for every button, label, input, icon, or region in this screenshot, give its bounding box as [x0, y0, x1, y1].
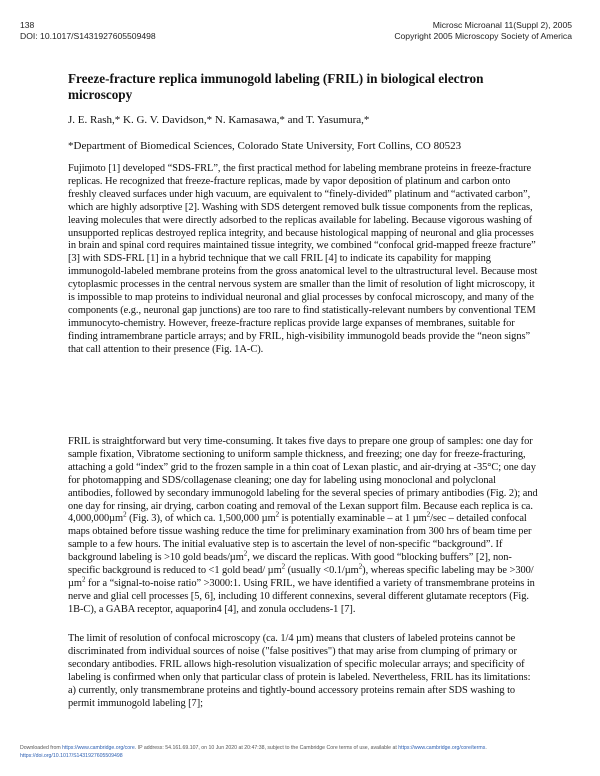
paragraph-2-text: FRIL is straightforward but very time-consuming. It takes five days to prepare one group of samples: one day for sample fixation, Vibratome sectioning to uniform sample thickness, and freezing; one day for freeze-fracturing, attaching a gold “index” grid to the frozen sample in a thin coat of Lexan plastic, and air-drying at -35°C; one day for photomapping and SDS/collagenase cleaning; one day for labeling using monoclonal and polyclonal antibodies, followed by secondary immunogold labeling for the several species of primary antibodies (Fig. 2); and one day for rinsing, air drying, carbon coating and removal of the Lexan support film. Because each replica is ca. 4,000,000µm — [68, 436, 538, 525]
paragraph-2-text: (Fig. 3), of which ca. 1,500,000 µm — [126, 513, 276, 525]
superscript: 2 — [81, 575, 86, 584]
download-footer — [20, 744, 592, 760]
footer-text: Downloaded from — [20, 745, 63, 751]
running-header-right — [394, 20, 572, 42]
cambridge-core-link[interactable]: https://www.cambridge.org/core — [62, 745, 135, 751]
paragraph-2-text: (usually <0.1/µm — [285, 565, 359, 577]
footer-text: . — [485, 745, 487, 751]
superscript: 2 — [275, 510, 280, 519]
doi: DOI: 10.1017/S1431927605509498 — [20, 31, 156, 41]
running-header-left — [20, 20, 156, 42]
article-title: Freeze-fracture replica immunogold labeling (FRIL) in biological electron microscopy — [68, 71, 484, 102]
terms-link[interactable]: https://www.cambridge.org/core/terms — [398, 745, 486, 751]
superscript: 2 — [123, 510, 127, 519]
journal-citation: Microsc Microanal 11(Suppl 2), 2005 — [432, 20, 572, 30]
paragraph-1: Fujimoto [1] developed “SDS-FRL”, the first practical method for labeling membrane proteins in freeze-fracture replicas. He recognized that freeze-fracture replicas, made by vapor deposition of platinum and carbon onto freshly cleaved surfaces under high vacuum, are equivalent to “finely-divided” platinum and “activated carbon”, which are highly adsorptive [2]. Washing with SDS detergent removed bulk tissue components from the replicas, leaving molecules that were directly adsorbed to the replicas available for labeling. Because vigorous washing of unsupported replicas destroyed replica integrity, and because histological mapping of neuronal and glia processes in brain and spinal cord requires maintained tissue integrity, we combined “confocal grid-mapped freeze fracture” [3] with SDS-FRL [1] in a hybrid technique that we call FRIL [4] to indicate its capability for mapping immunogold-labeled membrane proteins from the gross anatomical level to the ultrastructural level. Because most cytoplasmic processes in the central nervous system are smaller than the limit of resolution of light microscopy, it is impossible to map proteins to individual neuronal and glial processes by confocal microscopy, and many of the components (e.g., neuronal gap junctions) are too rare to find statistically-relevant numbers by conventional TEM immunocyto-chemistry. However, freeze-fracture replicas provide large expanses of membranes, suitable for finding intramembrane particle arrays; and by FRIL, high-visibility immunogold beads provide the “neon signs” that call attention to their presence (Fig. 1A-C). — [68, 163, 538, 355]
superscript: 2 — [426, 510, 431, 519]
paragraph-2-text: is potentially examinable – at 1 µm — [279, 513, 427, 525]
paragraph-2-text: ), whereas specific labeling may be >300/µm — [68, 565, 534, 589]
author-list: J. E. Rash,* K. G. V. Davidson,* N. Kamasawa,* and T. Yasumura,* — [68, 114, 370, 126]
paragraph-2-text: /sec – detailed confocal maps obtained before tissue washing reduce the time for preliminary examination from 300 hrs of beam time per sample to a few hours. The initial evaluative step is to ascertain the level of non-specific “background”. If background labeling is >10 gold beads/µm — [68, 513, 532, 564]
affiliation: *Department of Biomedical Sciences, Colorado State University, Fort Collins, CO 80523 — [68, 140, 462, 152]
doi-link[interactable]: https://doi.org/10.1017/S1431927605509498 — [20, 753, 123, 759]
copyright: Copyright 2005 Microscopy Society of America — [394, 31, 572, 41]
page-number: 138 — [20, 20, 35, 30]
superscript: 2 — [281, 562, 286, 571]
paragraph-2-text: , we discard the replicas. With good “blocking buffers” [2], non-specific background is reduced to <1 gold bead/ µm — [68, 552, 512, 577]
superscript: 2 — [358, 562, 363, 571]
footer-text: . IP address: 54.161.69.107, on 10 Jun 2020 at 20:47:38, subject to the Cambridge Core terms of use, available at — [134, 745, 399, 751]
superscript: 2 — [243, 549, 248, 558]
paragraph-2-text: for a “signal-to-noise ratio” >3000:1. Using FRIL, we have identified a variety of transmembrane proteins in nerve and glial cell processes [5, 6], including 10 different connexins, several different glutamate receptors (Fig. 1B-C), a GABA receptor, aquaporin4 [4], and zonula occludens-1 [7]. — [68, 577, 535, 615]
paragraph-2 — [68, 436, 538, 617]
paragraph-3: The limit of resolution of confocal microscopy (ca. 1/4 µm) means that clusters of labeled proteins cannot be discriminated from individual sources of noise ("false positives") that may arise from clumping of primary or secondary antibodies. FRIL allows high-resolution visualization of specific molecular arrays; and specificity of labeling is confirmed when only that particular class of protein is labeled. Nevertheless, FRIL has its limitations: a) currently, only transmembrane proteins and tightly-bound accessory proteins remain after SDS washing to permit immunogold labeling [7]; — [68, 633, 531, 709]
